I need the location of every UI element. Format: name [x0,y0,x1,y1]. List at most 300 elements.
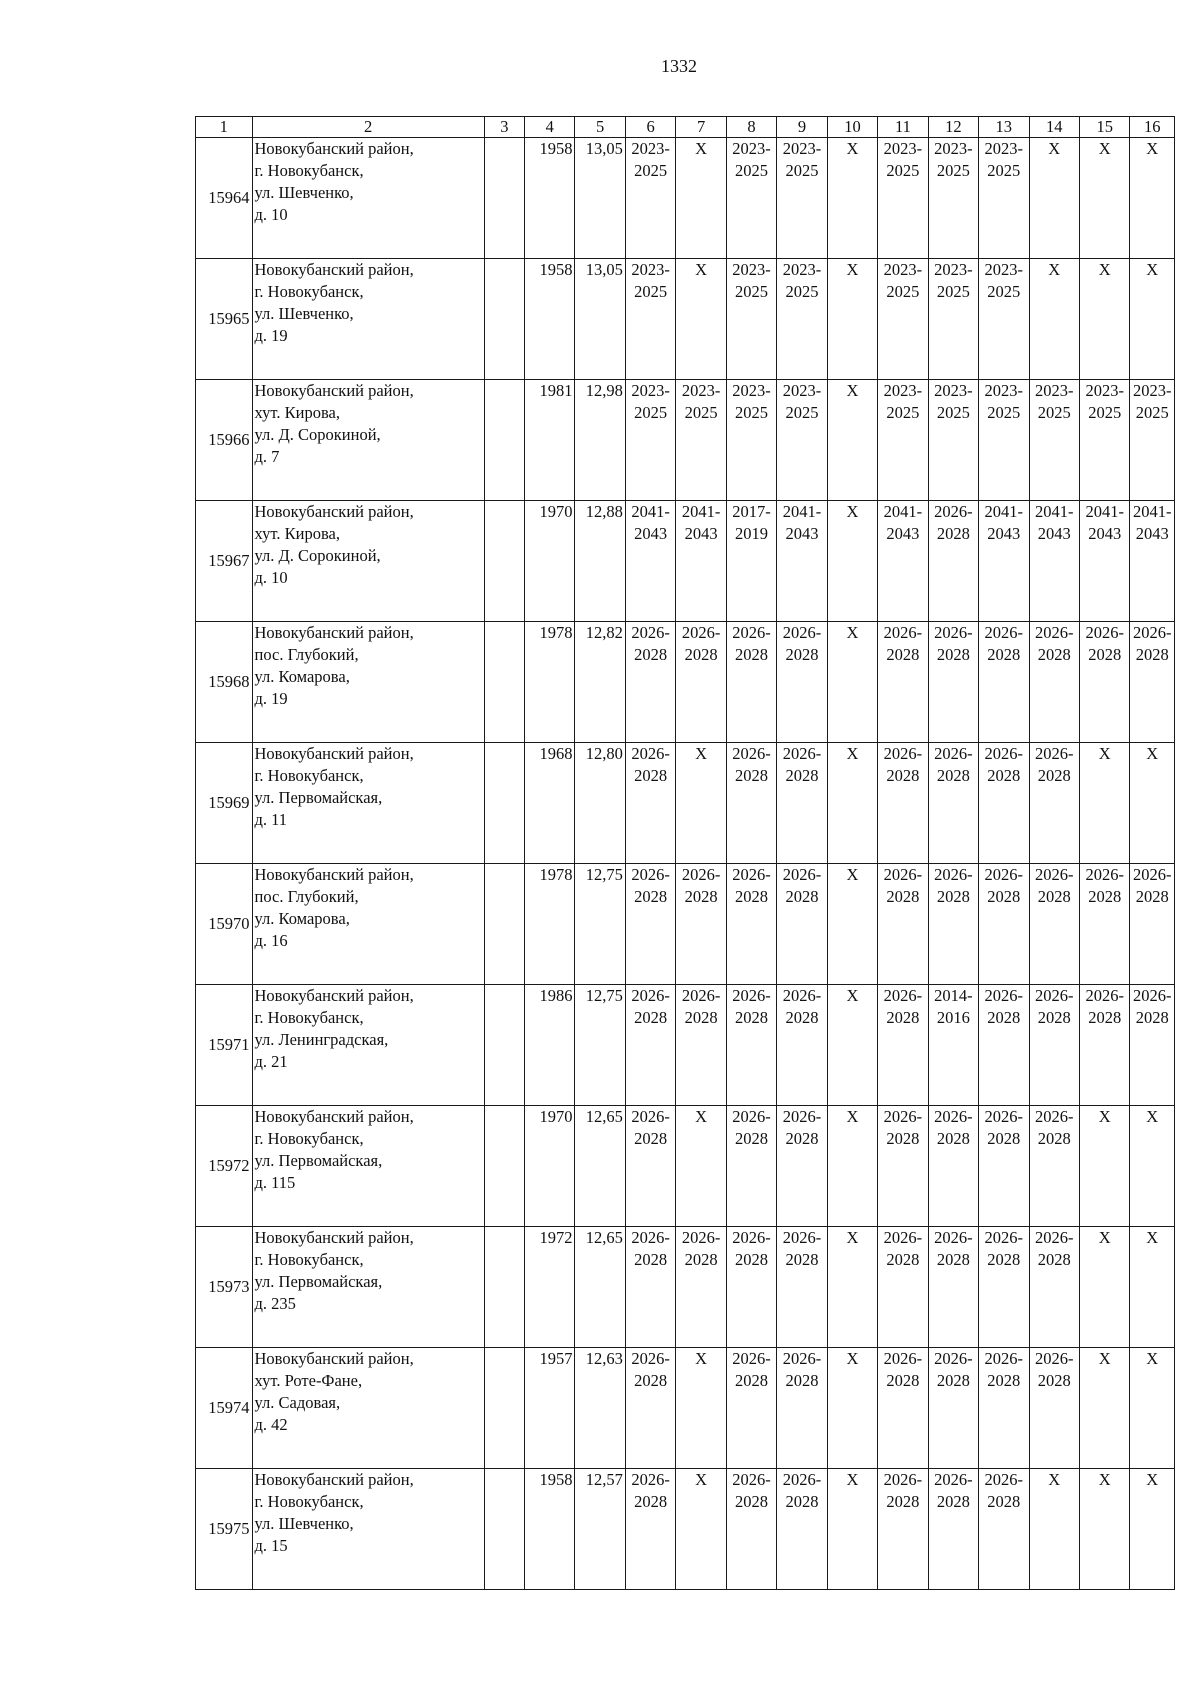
period-text: 2026- [934,744,973,763]
period-cell-col-12 [928,1227,978,1348]
period-cell-col-7 [676,259,726,380]
year-built-cell: 1972 [525,1227,575,1348]
period-cell-col-6 [625,259,675,380]
address-cell [252,985,484,1106]
period-cell-col-16 [1130,501,1175,622]
period-text: 2041- [782,502,822,521]
period-text: X [846,1470,859,1489]
period-text: 2025 [886,161,920,180]
year-built-cell: 1970 [525,1106,575,1227]
period-cell-col-7 [676,1106,726,1227]
period-cell-col-8 [726,1469,776,1590]
column-header-13: 13 [979,117,1029,138]
address-cell [252,259,484,380]
table-row [196,380,1175,501]
period-text: X [695,139,708,158]
period-cell-col-6 [625,501,675,622]
rate-cell: 12,82 [575,622,625,743]
period-cell-col-15 [1079,380,1129,501]
period-text: X [846,1107,859,1126]
period-text: 2028 [785,1008,819,1027]
period-cell-col-15 [1079,743,1129,864]
period-cell-col-10 [827,985,877,1106]
period-text: 2043 [1037,524,1071,543]
address-line: Новокубанский район, [254,1107,414,1126]
period-text: 2028 [1037,887,1071,906]
period-text: 2028 [1088,1008,1122,1027]
period-text: 2023- [984,260,1024,279]
period-cell-col-6 [625,380,675,501]
address-line: пос. Глубокий, [254,645,359,664]
period-text: 2028 [634,766,668,785]
period-text: 2028 [634,1250,668,1269]
address-line: Новокубанский район, [254,502,414,521]
row-number-cell: 15965 [196,259,253,380]
column-3-cell [484,138,524,259]
period-cell-col-7 [676,501,726,622]
period-cell-col-6 [625,138,675,259]
period-cell-col-6 [625,1106,675,1227]
rate-cell: 12,65 [575,1106,625,1227]
period-cell-col-14 [1029,1227,1079,1348]
period-text: 2026- [732,744,771,763]
period-cell-col-16 [1130,985,1175,1106]
address-line: ул. Первомайская, [254,788,383,807]
period-text: 2028 [634,1492,668,1511]
period-text: 2028 [735,887,769,906]
address-line: г. Новокубанск, [254,161,364,180]
period-cell-col-16 [1130,1469,1175,1590]
year-built-cell: 1957 [525,1348,575,1469]
period-cell-col-7 [676,1348,726,1469]
address-cell [252,1469,484,1590]
column-3-cell [484,743,524,864]
period-cell-col-10 [827,1348,877,1469]
period-cell-col-10 [827,622,877,743]
period-text: X [1098,260,1111,279]
address-cell [252,864,484,985]
period-text: X [1146,1470,1159,1489]
column-header-15: 15 [1079,117,1129,138]
period-text: 2026- [1132,623,1172,642]
period-cell-col-6 [625,1469,675,1590]
period-text: 2026- [782,623,822,642]
period-text: 2026- [631,986,670,1005]
year-built-cell: 1958 [525,259,575,380]
period-text: 2023- [732,260,771,279]
period-cell-col-9 [777,1106,827,1227]
column-header-8: 8 [726,117,776,138]
period-cell-col-8 [726,138,776,259]
table-row [196,743,1175,864]
period-text: 2023- [631,139,670,158]
period-text: 2023- [782,139,822,158]
period-cell-col-14 [1029,985,1079,1106]
period-cell-col-13 [979,985,1029,1106]
rate-cell: 12,88 [575,501,625,622]
column-header-7: 7 [676,117,726,138]
address-line: ул. Первомайская, [254,1272,383,1291]
period-text: X [1098,1107,1111,1126]
period-cell-col-14 [1029,743,1079,864]
period-text: 2028 [987,1008,1021,1027]
period-text: 2028 [785,645,819,664]
year-built-cell: 1958 [525,1469,575,1590]
period-text: 2025 [936,282,970,301]
period-cell-col-14 [1029,1348,1079,1469]
period-cell-col-12 [928,743,978,864]
period-cell-col-8 [726,1227,776,1348]
period-cell-col-7 [676,138,726,259]
address-cell [252,1348,484,1469]
period-text: X [1146,260,1159,279]
address-line: д. 11 [254,810,288,829]
period-text: 2023- [782,260,822,279]
period-cell-col-9 [777,864,827,985]
period-text: X [1098,139,1111,158]
period-text: 2026- [782,986,822,1005]
rate-cell: 13,05 [575,138,625,259]
period-cell-col-9 [777,138,827,259]
period-text: 2023- [984,381,1024,400]
period-cell-col-13 [979,259,1029,380]
period-text: X [846,260,859,279]
period-text: 2026- [984,1470,1024,1489]
period-text: X [1146,744,1159,763]
period-text: 2026- [732,1470,771,1489]
period-text: 2026- [984,865,1024,884]
period-text: 2023- [732,381,771,400]
period-cell-col-7 [676,985,726,1106]
address-line: Новокубанский район, [254,623,414,642]
period-text: 2025 [634,282,668,301]
row-number-cell: 15973 [196,1227,253,1348]
period-text: 2028 [634,1129,668,1148]
period-text: 2028 [735,1371,769,1390]
column-3-cell [484,1348,524,1469]
period-text: 2028 [987,1371,1021,1390]
period-text: 2025 [735,403,769,422]
period-text: 2023- [984,139,1024,158]
period-text: 2023- [1035,381,1074,400]
column-3-cell [484,380,524,501]
period-text: 2028 [785,766,819,785]
period-cell-col-16 [1130,864,1175,985]
period-text: 2014- [934,986,973,1005]
address-line: ул. Комарова, [254,909,350,928]
period-text: 2025 [785,161,819,180]
period-cell-col-16 [1130,1106,1175,1227]
row-number-cell: 15970 [196,864,253,985]
period-text: 2028 [1037,1129,1071,1148]
period-text: X [1098,1470,1111,1489]
period-text: 2026- [934,1107,973,1126]
period-text: X [695,1470,708,1489]
header-row [196,117,1175,138]
period-text: 2026- [1035,1228,1074,1247]
period-text: 2028 [1037,1008,1071,1027]
period-text: 2026- [934,865,973,884]
address-line: д. 21 [254,1052,288,1071]
period-cell-col-8 [726,864,776,985]
period-text: 2028 [886,645,920,664]
period-cell-col-15 [1079,864,1129,985]
period-text: 2028 [987,1492,1021,1511]
period-text: 2028 [987,1250,1021,1269]
period-text: 2028 [684,887,718,906]
period-cell-col-12 [928,1348,978,1469]
period-text: X [846,986,859,1005]
period-text: 2028 [936,645,970,664]
period-text: 2026- [732,1349,771,1368]
period-cell-col-10 [827,259,877,380]
period-text: 2026- [934,1228,973,1247]
period-cell-col-10 [827,1106,877,1227]
year-built-cell: 1968 [525,743,575,864]
period-text: 2026- [681,623,721,642]
period-text: 2028 [735,1492,769,1511]
period-text: 2028 [634,645,668,664]
period-cell-col-9 [777,1348,827,1469]
column-header-14: 14 [1029,117,1079,138]
period-text: 2041- [1085,502,1124,521]
period-text: X [846,623,859,642]
period-text: 2041- [883,502,923,521]
period-text: 2028 [936,524,970,543]
period-cell-col-11 [878,380,928,501]
period-text: 2028 [684,645,718,664]
rate-cell: 12,57 [575,1469,625,1590]
period-cell-col-13 [979,1348,1029,1469]
period-cell-col-13 [979,1106,1029,1227]
period-cell-col-12 [928,1469,978,1590]
period-text: 2028 [936,887,970,906]
year-built-cell: 1986 [525,985,575,1106]
address-line: Новокубанский район, [254,865,414,884]
column-header-16: 16 [1130,117,1175,138]
address-cell [252,501,484,622]
period-text: 2023- [631,381,670,400]
period-text: 2023- [782,381,822,400]
period-text: X [1048,1470,1061,1489]
period-text: 2041- [984,502,1024,521]
period-text: 2026- [883,1349,923,1368]
period-text: 2028 [987,766,1021,785]
period-text: 2043 [1135,524,1169,543]
period-cell-col-15 [1079,1106,1129,1227]
period-text: X [1098,1228,1111,1247]
period-text: 2043 [987,524,1021,543]
period-text: 2026- [1085,623,1124,642]
column-3-cell [484,1227,524,1348]
period-text: 2016 [936,1008,970,1027]
period-cell-col-16 [1130,1227,1175,1348]
period-text: 2026- [984,1107,1024,1126]
period-cell-col-14 [1029,1106,1079,1227]
period-cell-col-16 [1130,259,1175,380]
address-line: пос. Глубокий, [254,887,359,906]
period-cell-col-13 [979,743,1029,864]
period-text: 2026- [934,1349,973,1368]
period-cell-col-14 [1029,138,1079,259]
period-text: 2025 [886,403,920,422]
period-text: 2028 [1135,1008,1169,1027]
period-text: X [1048,139,1061,158]
column-3-cell [484,501,524,622]
year-built-cell: 1958 [525,138,575,259]
period-cell-col-15 [1079,138,1129,259]
period-text: X [695,1107,708,1126]
column-3-cell [484,1469,524,1590]
period-text: 2026- [782,1228,822,1247]
period-text: 2026- [1085,865,1124,884]
period-cell-col-14 [1029,501,1079,622]
period-cell-col-16 [1130,743,1175,864]
period-cell-col-15 [1079,985,1129,1106]
period-text: 2043 [634,524,668,543]
period-cell-col-16 [1130,622,1175,743]
period-text: 2026- [1085,986,1124,1005]
period-text: X [1146,139,1159,158]
address-line: д. 235 [254,1294,296,1313]
period-text: 2023- [934,260,973,279]
address-line: д. 16 [254,931,288,950]
period-cell-col-11 [878,985,928,1106]
period-cell-col-13 [979,864,1029,985]
period-text: X [1146,1107,1159,1126]
period-cell-col-9 [777,622,827,743]
table-row [196,501,1175,622]
period-text: 2028 [936,1371,970,1390]
row-number-cell: 15969 [196,743,253,864]
period-cell-col-8 [726,622,776,743]
rate-cell: 12,98 [575,380,625,501]
period-cell-col-16 [1130,1348,1175,1469]
period-cell-col-15 [1079,622,1129,743]
address-line: д. 19 [254,689,288,708]
period-text: 2025 [936,161,970,180]
period-text: 2017- [732,502,771,521]
period-text: 2043 [886,524,920,543]
period-cell-col-15 [1079,1227,1129,1348]
address-line: ул. Комарова, [254,667,350,686]
period-text: 2023- [1085,381,1124,400]
address-line: хут. Роте-Фане, [254,1371,363,1390]
period-text: 2028 [735,1008,769,1027]
address-line: Новокубанский район, [254,1470,414,1489]
address-line: г. Новокубанск, [254,1250,364,1269]
period-text: 2026- [732,865,771,884]
period-text: 2025 [1135,403,1169,422]
period-text: 2028 [886,1492,920,1511]
period-cell-col-9 [777,380,827,501]
period-cell-col-11 [878,1348,928,1469]
period-cell-col-12 [928,259,978,380]
period-text: 2028 [1037,645,1071,664]
period-cell-col-14 [1029,864,1079,985]
address-line: Новокубанский район, [254,1228,414,1247]
period-text: 2028 [1135,887,1169,906]
period-cell-col-12 [928,985,978,1106]
period-text: 2043 [785,524,819,543]
period-text: 2041- [631,502,670,521]
period-text: 2026- [1035,1349,1074,1368]
period-text: 2026- [732,1107,771,1126]
address-line: г. Новокубанск, [254,766,364,785]
period-text: X [695,744,708,763]
period-text: 2028 [785,1492,819,1511]
address-line: д. 7 [254,447,280,466]
table-body [196,138,1175,1590]
column-header-9: 9 [777,117,827,138]
period-text: 2028 [735,1129,769,1148]
period-cell-col-14 [1029,622,1079,743]
period-cell-col-11 [878,743,928,864]
period-text: 2026- [1035,1107,1074,1126]
address-line: ул. Садовая, [254,1393,341,1412]
period-text: 2028 [936,1250,970,1269]
period-cell-col-7 [676,1227,726,1348]
period-text: 2026- [883,623,923,642]
column-header-6: 6 [625,117,675,138]
column-3-cell [484,864,524,985]
period-cell-col-13 [979,1469,1029,1590]
period-text: 2026- [681,1228,721,1247]
period-text: 2028 [987,1129,1021,1148]
period-text: 2019 [735,524,769,543]
period-text: 2026- [782,744,822,763]
period-text: 2025 [735,282,769,301]
period-cell-col-15 [1079,1348,1129,1469]
period-text: 2026- [631,1470,670,1489]
period-text: 2026- [681,986,721,1005]
address-line: ул. Первомайская, [254,1151,383,1170]
period-cell-col-10 [827,501,877,622]
period-text: 2026- [984,1349,1024,1368]
period-text: 2023- [883,139,923,158]
row-number-cell: 15964 [196,138,253,259]
period-text: 2026- [631,623,670,642]
address-cell [252,138,484,259]
address-line: д. 10 [254,205,288,224]
period-text: 2026- [631,1228,670,1247]
row-number-cell: 15966 [196,380,253,501]
period-text: 2023- [732,139,771,158]
period-cell-col-12 [928,501,978,622]
period-cell-col-11 [878,138,928,259]
row-number-cell: 15968 [196,622,253,743]
period-text: 2025 [684,403,718,422]
address-cell [252,1106,484,1227]
period-text: X [846,502,859,521]
row-number-cell: 15972 [196,1106,253,1227]
period-cell-col-16 [1130,380,1175,501]
period-cell-col-11 [878,622,928,743]
period-cell-col-14 [1029,380,1079,501]
address-cell [252,743,484,864]
period-text: X [695,1349,708,1368]
period-cell-col-11 [878,1106,928,1227]
period-text: 2025 [987,161,1021,180]
period-cell-col-7 [676,864,726,985]
period-text: 2025 [1037,403,1071,422]
period-text: 2026- [883,986,923,1005]
period-text: 2028 [886,1371,920,1390]
period-cell-col-6 [625,1348,675,1469]
period-text: 2028 [886,1008,920,1027]
period-text: 2026- [1035,865,1074,884]
period-cell-col-12 [928,622,978,743]
